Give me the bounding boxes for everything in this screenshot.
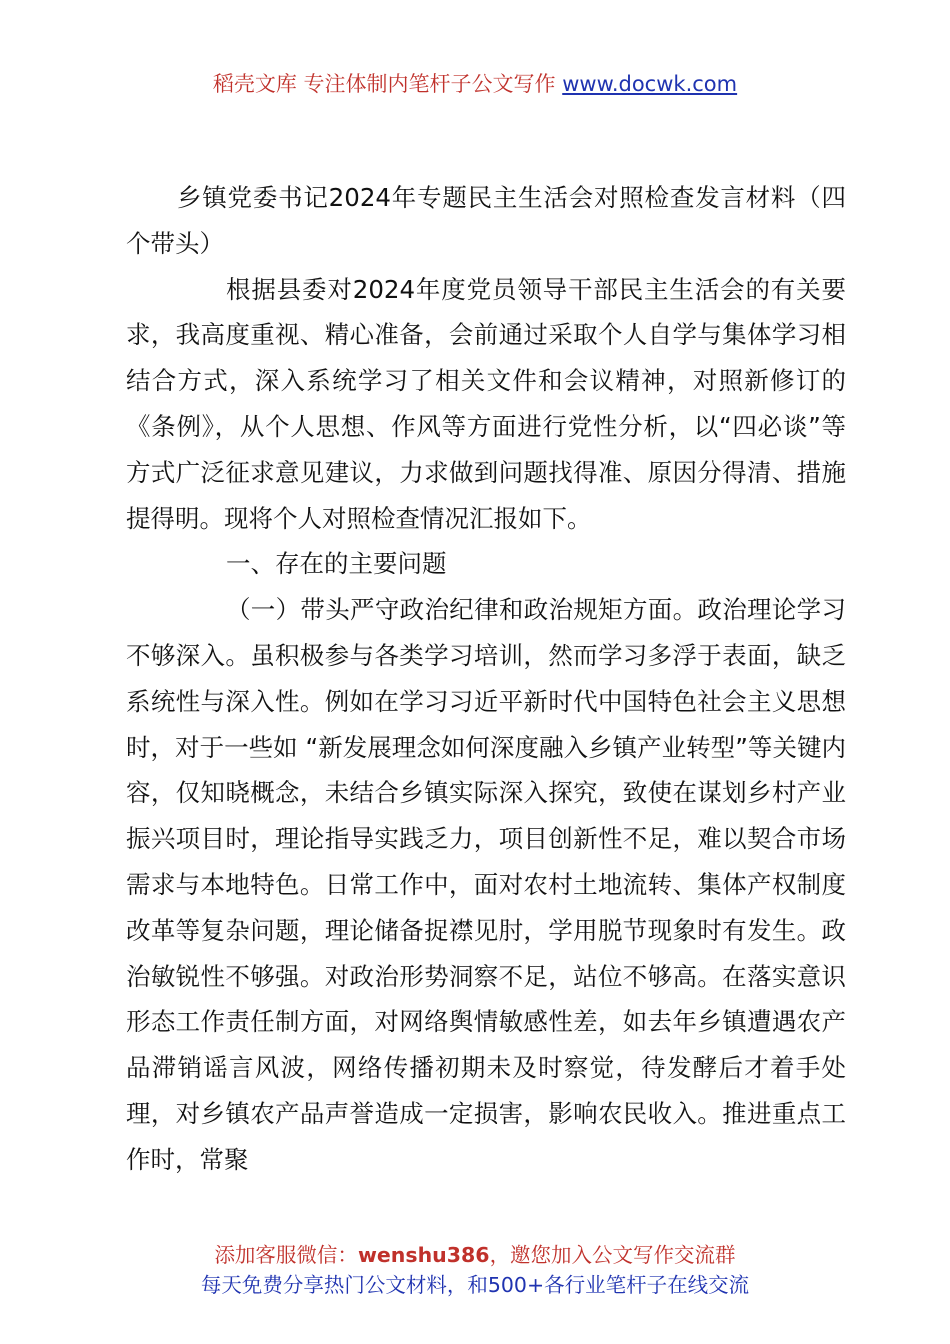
body-paragraph: （一）带头严守政治纪律和政治规矩方面。政治理论学习不够深入。虽积极参与各类学习培训，然而学习多浮于表面，缺乏系统性与深入性。例如在学习习近平新时代中国特色社会主义思想时，对于一些如 “新发展理念如何深度融入乡镇产业转型”等关键内容，仅知晓概念，未结合乡镇实际深入探究，致使在谋划乡村产业振兴项目时，理论指导实践乏力，项目创新性不足，难以契合市场需求与本地特色。日常工作中，面对农村土地流转、集体产权制度改革等复杂问题，理论储备捉襟见肘，学用脱节现象时有发生。政治敏锐性不够强。对政治形势洞察不足，站位不够高。在落实意识形态工作责任制方面，对网络舆情敏感性差，如去年乡镇遭遇农产品滞销谣言风波，网络传播初期未及时察觉，待发酵后才着手处理，对乡镇农产品声誉造成一定损害，影响农民收入。推进重点工作时，常聚 [126, 595, 846, 1174]
section-heading: 一、存在的主要问题 [226, 549, 447, 579]
document-title: 乡镇党委书记2024年专题民主生活会对照检查发言材料（四个带头） [126, 183, 846, 258]
header-text: 稻壳文库 专注体制内笔杆子公文写作 [212, 72, 563, 96]
intro-paragraph: 根据县委对2024年度党员领导干部民主生活会的有关要求，我高度重视、精心准备，会前通过采取个人自学与集体学习相结合方式，深入系统学习了相关文件和会议精神，对照新修订的《条例》，从个人思想、作风等方面进行党性分析，以“四必谈”等方式广泛征求意见建议，力求做到问题找得准、原因分得清、措施提得明。现将个人对照检查情况汇报如下。 [126, 274, 846, 533]
footer-suffix: ，邀您加入公文写作交流群 [489, 1243, 736, 1267]
page-header [0, 68, 950, 100]
footer-prefix: 添加客服微信： [214, 1243, 358, 1267]
header-url-link[interactable]: www.docwk.com [562, 72, 738, 96]
page-footer [0, 1240, 950, 1300]
document-body [126, 175, 846, 1183]
wechat-id: wenshu386 [357, 1243, 490, 1267]
footer-line-1 [0, 1240, 950, 1270]
footer-line-2: 每天免费分享热门公文材料，和500+各行业笔杆子在线交流 [200, 1273, 750, 1297]
